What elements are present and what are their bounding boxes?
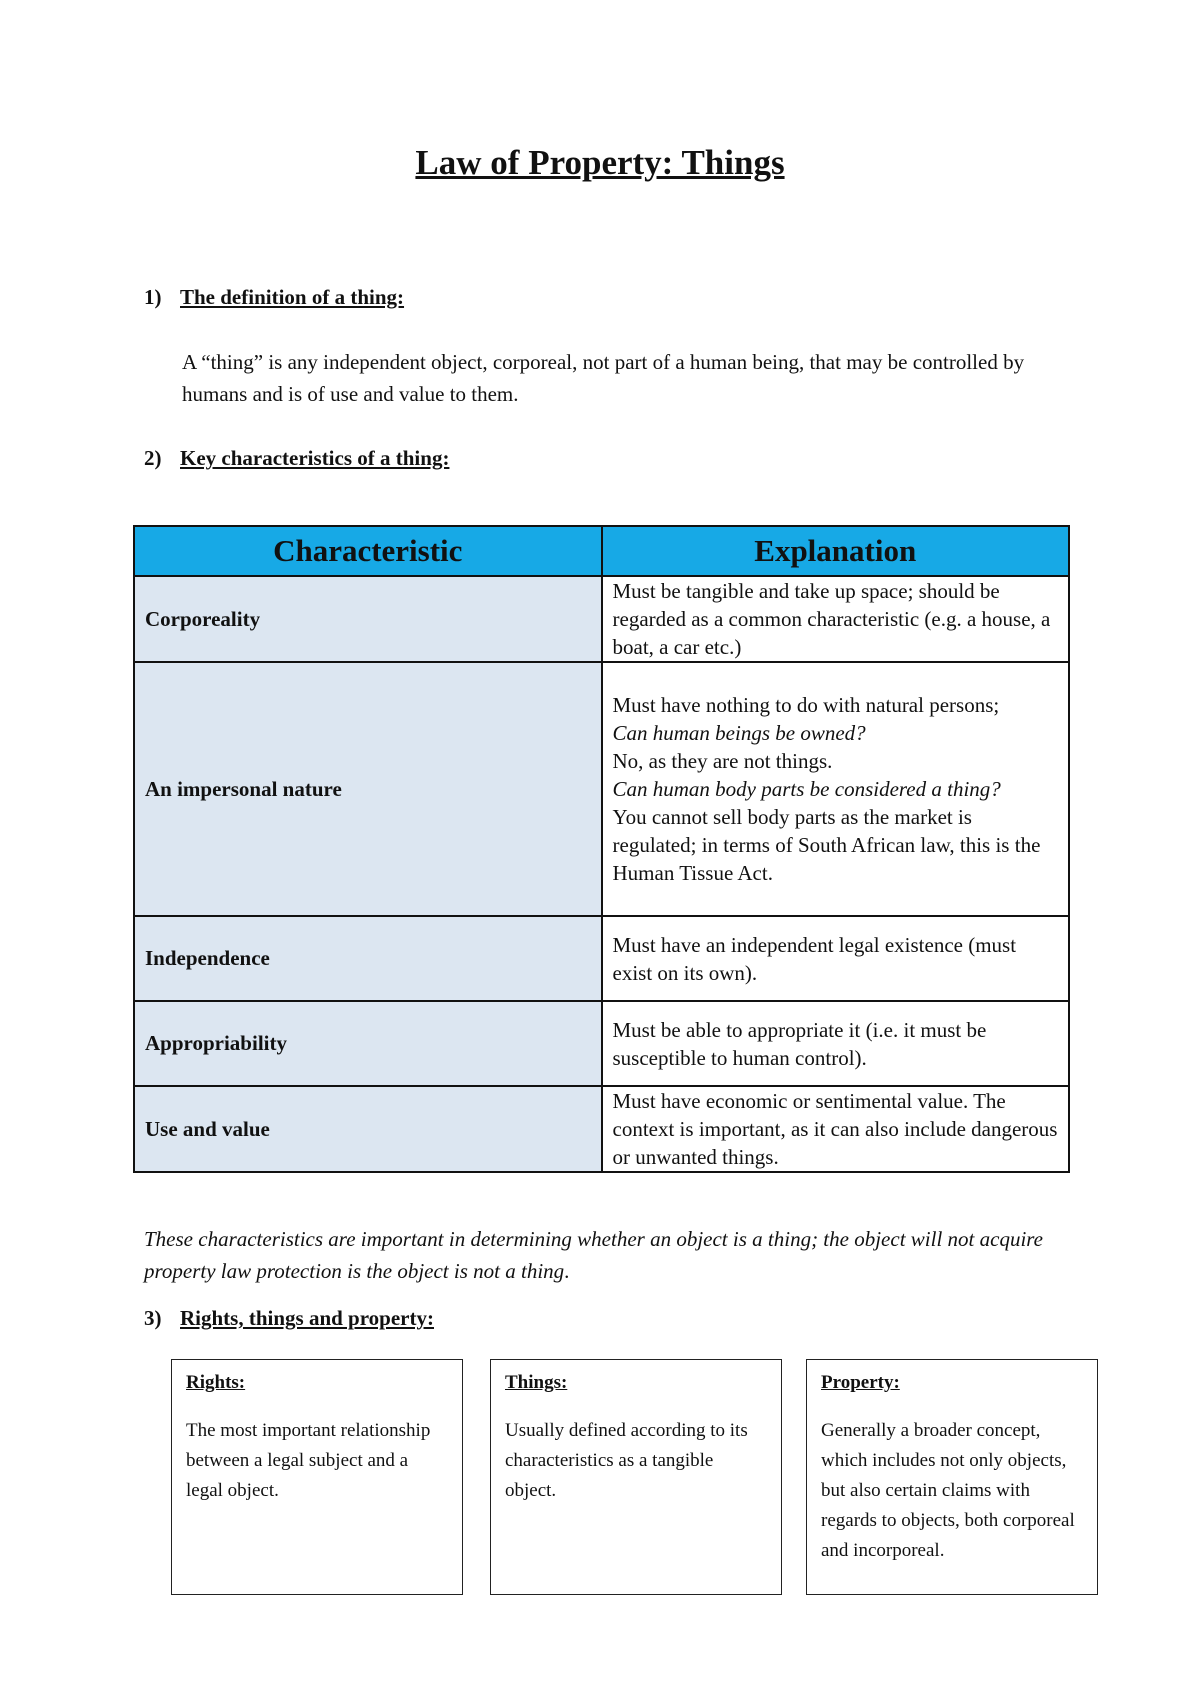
explanation-line: Must have nothing to do with natural persons; [612,693,1000,717]
definition-paragraph: A “thing” is any independent object, corporeal, not part of a human being, that may be controlled by humans and is of use and value to them. [182,350,1025,406]
box-text: The most important relationship between a legal subject and a legal object. [186,1420,431,1501]
note-end: . [564,1259,570,1283]
explanation-line: Can human body parts be considered a thing? [612,777,1001,801]
characteristic-cell: An impersonal nature [134,662,602,916]
characteristic-cell: Independence [134,916,602,1001]
characteristic-cell: Appropriability [134,1001,602,1086]
section-number: 1) [144,285,162,309]
section-heading-text: Key characteristics of a thing: [180,446,450,470]
explanation-cell [602,576,1070,662]
explanation-cell [602,662,1070,916]
table-row [134,1001,1069,1086]
explanation-cell [602,1001,1070,1086]
rights-box [171,1359,463,1595]
characteristic-cell: Corporeality [134,576,602,662]
section-number: 2) [144,446,162,470]
table-row [134,916,1069,1001]
box-title: Rights: [186,1372,246,1393]
section-heading-definition [144,285,404,310]
explanation-line: No, as they are not things. [612,749,833,773]
characteristic-cell: Use and value [134,1086,602,1172]
explanation-line: Must be tangible and take up space; should be regarded as a common characteristic (e.g. a house, a boat, a car etc.) [612,579,1051,659]
box-text: Generally a broader concept, which includes not only objects, but also certain claims with regards to objects, both corporeal and incorporeal. [821,1420,1075,1561]
explanation-cell [602,1086,1070,1172]
things-box [490,1359,782,1595]
explanation-line: Must have economic or sentimental value. The context is important, as it can also include dangerous or unwanted things. [612,1089,1058,1169]
explanation-cell [602,916,1070,1001]
characteristics-table [133,525,1070,1173]
section-heading-text: The definition of a thing: [180,285,405,309]
table-header-row [134,526,1069,576]
section-heading-characteristics [144,446,449,471]
column-header-characteristic: Characteristic [134,526,602,576]
explanation-line: You cannot sell body parts as the market is regulated; in terms of South African law, this is the Human Tissue Act. [612,805,1041,885]
table-row [134,662,1069,916]
box-title: Things: [505,1372,568,1393]
box-text: Usually defined according to its characteristics as a tangible object. [505,1420,748,1501]
explanation-line: Must be able to appropriate it (i.e. it must be susceptible to human control). [612,1017,987,1070]
characteristics-note [144,1223,1084,1287]
section-heading-rights [144,1306,434,1331]
section-heading-text: Rights, things and property: [180,1306,434,1330]
section-number: 3) [144,1306,162,1330]
box-title: Property: [821,1372,900,1393]
column-header-explanation: Explanation [602,526,1070,576]
table-row [134,576,1069,662]
explanation-line: Can human beings be owned? [612,721,866,745]
property-box [806,1359,1098,1595]
note-text: These characteristics are important in determining whether an object is a thing; the object will not acquire property law protection is the object is not a thing [144,1227,1043,1283]
page-title: Law of Property: Things [415,143,785,182]
table-row [134,1086,1069,1172]
explanation-line: Must have an independent legal existence (must exist on its own). [612,932,1017,985]
